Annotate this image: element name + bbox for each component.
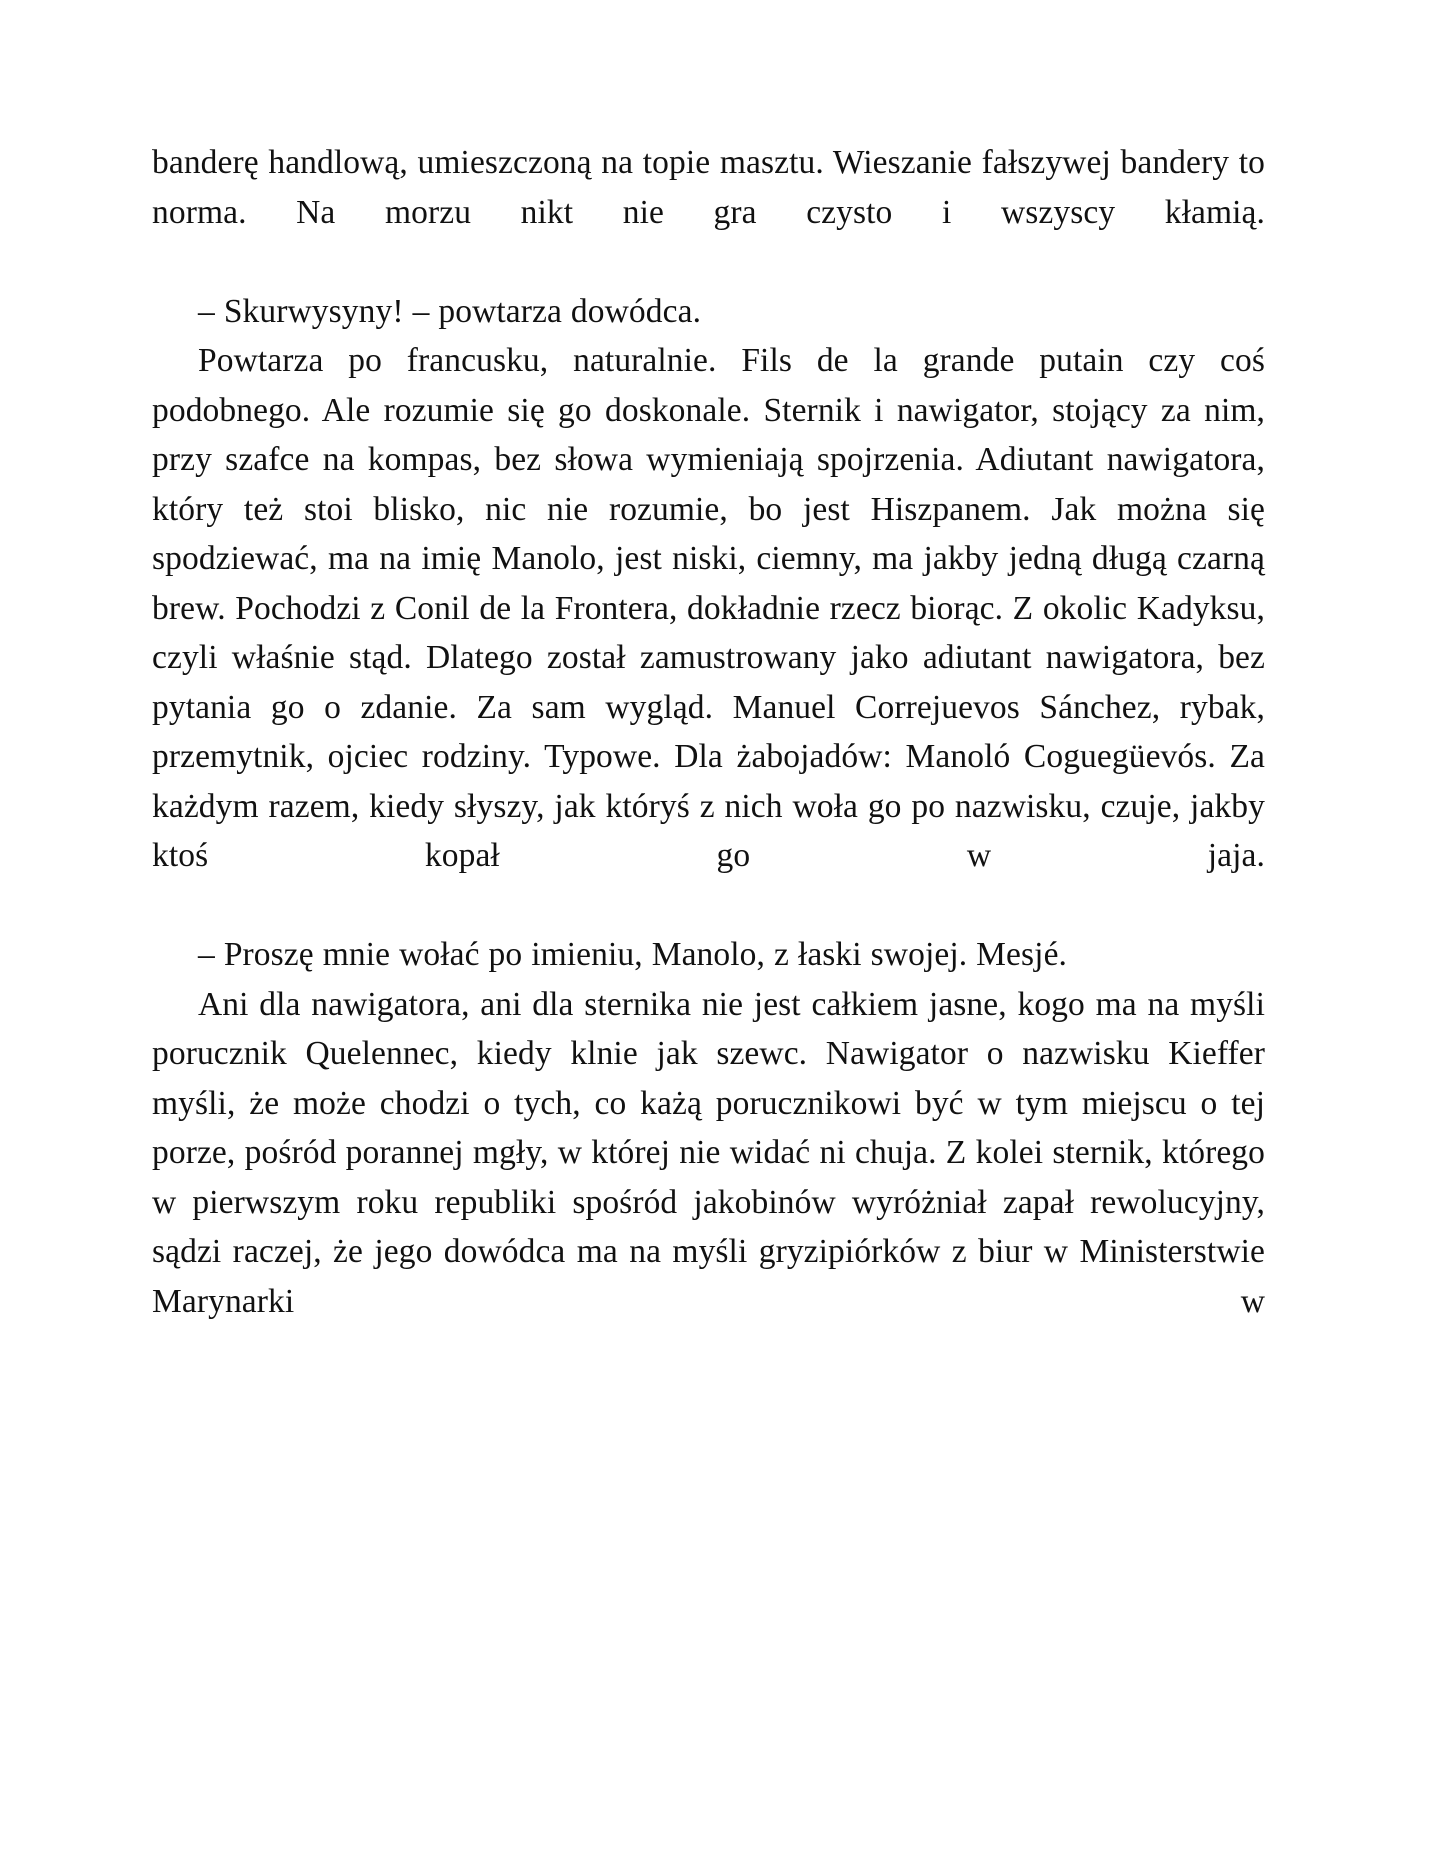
text-column [152,138,1265,1376]
paragraph-dialogue-prosze: – Proszę mnie wołać po imieniu, Manolo, z łaski swojej. Mesjé. [198,936,1068,973]
paragraph-continued: banderę handlową, umieszczoną na topie masztu. Wieszanie fałszywej bandery to norma. Na morzu nikt nie gra czysto i wszyscy kłamią. [152,144,1265,231]
paragraph-dialogue-skurwysyny: – Skurwysyny! – powtarza dowódca. [198,292,702,330]
paragraph-ani-dla-nawigatora: Ani dla nawigatora, ani dla sternika nie jest całkiem jasne, kogo ma na myśli porucznik Quelennec, kiedy klnie jak szewc. Nawigator o nazwisku Kieffer myśli, że może chodzi o tych, co każą porucznikowi być w tym miejscu o tej porze, pośród porannej mgły, w której nie widać ni chuja. Z kolei sternik, którego w pierwszym roku republiki spośród jakobinów wyróżniał zapał rewolucyjny, sądzi raczej, że jego dowódca ma na myśli gryzipiórków z biur w Ministerstwie Marynarki w [152,985,1265,1320]
paragraph-powtarza: Powtarza po francusku, naturalnie. Fils de la grande putain czy coś podobnego. Ale rozumie się go doskonale. Sternik i nawigator, stojący za nim, przy szafce na kompas, bez słowa wymieniają spojrzenia. Adiutant nawigatora, który też stoi blisko, nic nie rozumie, bo jest Hiszpanem. Jak można się spodziewać, ma na imię Manolo, jest niski, ciemny, ma jakby jedną długą czarną brew. Pochodzi z Conil de la Frontera, dokładnie rzecz biorąc. Z okolic Kadyksu, czyli właśnie stąd. Dlatego został zamustrowany jako adiutant nawigatora, bez pytania go o zdanie. Za sam wygląd. Manuel Correjuevos Sánchez, rybak, przemytnik, ojciec rodziny. Typowe. Dla żabojadów: Manoló Coguegüevós. Za każdym razem, kiedy słyszy, jak któryś z nich woła go po nazwisku, czuje, jakby ktoś kopał go w jaja. [152,342,1265,874]
